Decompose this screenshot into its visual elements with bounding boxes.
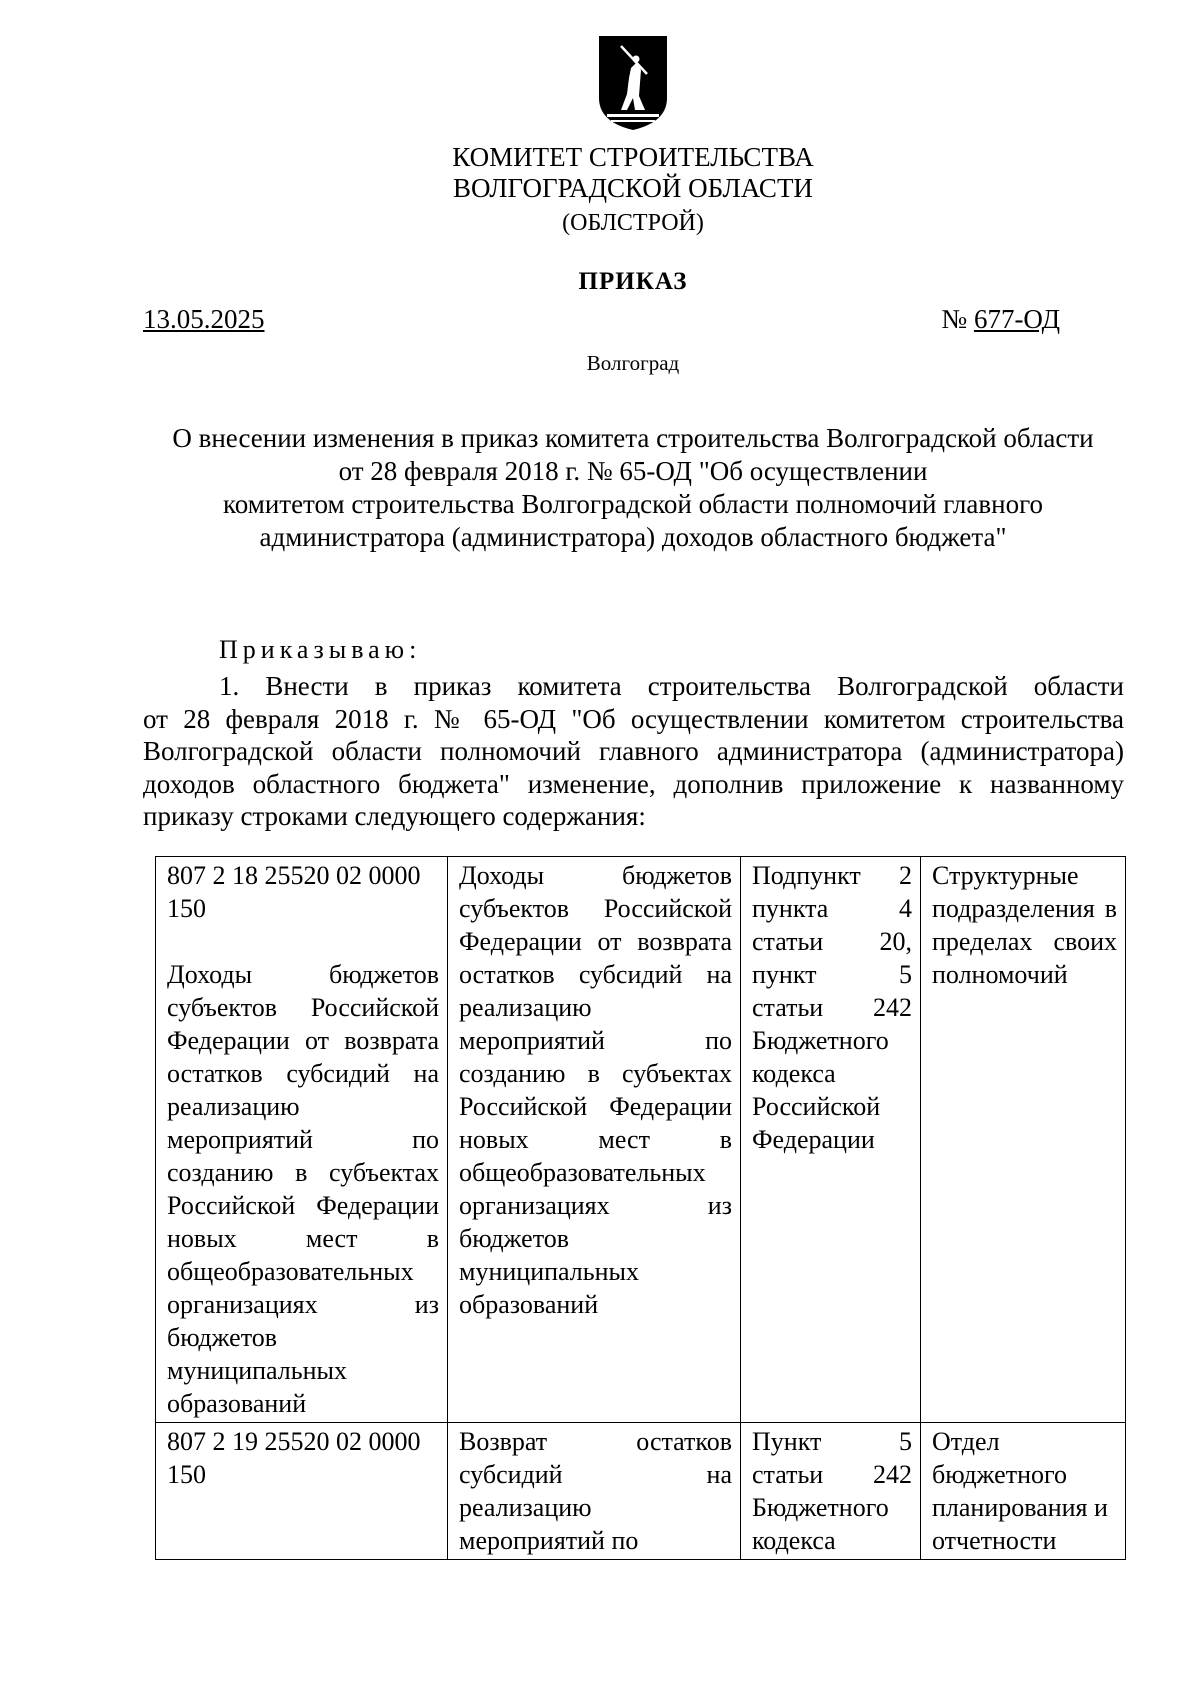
table-cell-name: Возврат остатков субсидий на реализацию мероприятий по	[448, 1423, 741, 1560]
paragraph-line: Волгоградской области полномочий главного администратора (администратора)	[143, 736, 1124, 766]
org-short-name: (ОБЛСТРОЙ)	[562, 210, 704, 236]
subject-line: администратора (администратора) доходов областного бюджета"	[259, 522, 1007, 552]
order-date: 13.05.2025	[143, 304, 265, 334]
table-cell-responsible: Отдел бюджетного планирования и отчетности	[921, 1423, 1126, 1560]
order-number	[941, 304, 1060, 335]
paragraph-line: 1. Внести в приказ комитета строительства Волгоградской области	[219, 671, 1124, 701]
table-cell-basis: Подпункт 2 пункта 4 статьи 20, пункт 5 статьи 242 Бюджетного кодекса Российской Федерации	[741, 857, 921, 1423]
subject-line: от 28 февраля 2018 г. № 65-ОД "Об осуществлении	[338, 456, 928, 486]
budget-code: 807 2 18 25520 02 0000 150	[167, 861, 421, 923]
table-row	[156, 1423, 1126, 1560]
order-subject	[130, 422, 1136, 554]
org-name-line1: КОМИТЕТ СТРОИТЕЛЬСТВА	[452, 142, 814, 172]
budget-code-description: Доходы бюджетов субъектов Российской Федерации от возврата остатков субсидий на реализацию мероприятий по созданию в субъектах Российской Федерации новых мест в общеобразовательных организациях из бюджетов муниципальных образований	[167, 960, 439, 1418]
table-cell-responsible: Структурные подразделения в пределах своих полномочий	[921, 857, 1126, 1423]
subject-line: О внесении изменения в приказ комитета строительства Волгоградской области	[172, 423, 1094, 453]
table-cell-basis: Пункт 5 статьи 242 Бюджетного кодекса	[741, 1423, 921, 1560]
paragraph-line: приказу строками следующего содержания:	[143, 801, 646, 831]
order-number-prefix: №	[941, 304, 974, 334]
volgograd-coat-of-arms-icon	[597, 34, 669, 132]
paragraph-1	[143, 670, 1124, 833]
subject-line: комитетом строительства Волгоградской области полномочий главного	[223, 489, 1043, 519]
document-type: ПРИКАЗ	[578, 268, 688, 295]
org-name-line2: ВОЛГОГРАДСКОЙ ОБЛАСТИ	[453, 173, 813, 203]
paragraph-line: от 28 февраля 2018 г. № 65-ОД "Об осуществлении комитетом строительства	[143, 703, 1124, 734]
table-cell-code	[156, 1423, 448, 1560]
decree-word: Приказываю:	[219, 635, 422, 664]
budget-code: 807 2 19 25520 02 0000 150	[167, 1427, 421, 1489]
city: Волгоград	[586, 351, 680, 375]
paragraph-line: доходов областного бюджета" изменение, дополнив приложение к названному	[143, 768, 1124, 799]
table-cell-name: Доходы бюджетов субъектов Российской Федерации от возврата остатков субсидий на реализацию мероприятий по созданию в субъектах Российской Федерации новых мест в общеобразовательных организациях из бюджетов муниципальных образований	[448, 857, 741, 1423]
budget-code-table	[155, 856, 1126, 1560]
order-number-value: 677-ОД	[973, 304, 1060, 334]
table-row	[156, 857, 1126, 1423]
table-cell-code	[156, 857, 448, 1423]
